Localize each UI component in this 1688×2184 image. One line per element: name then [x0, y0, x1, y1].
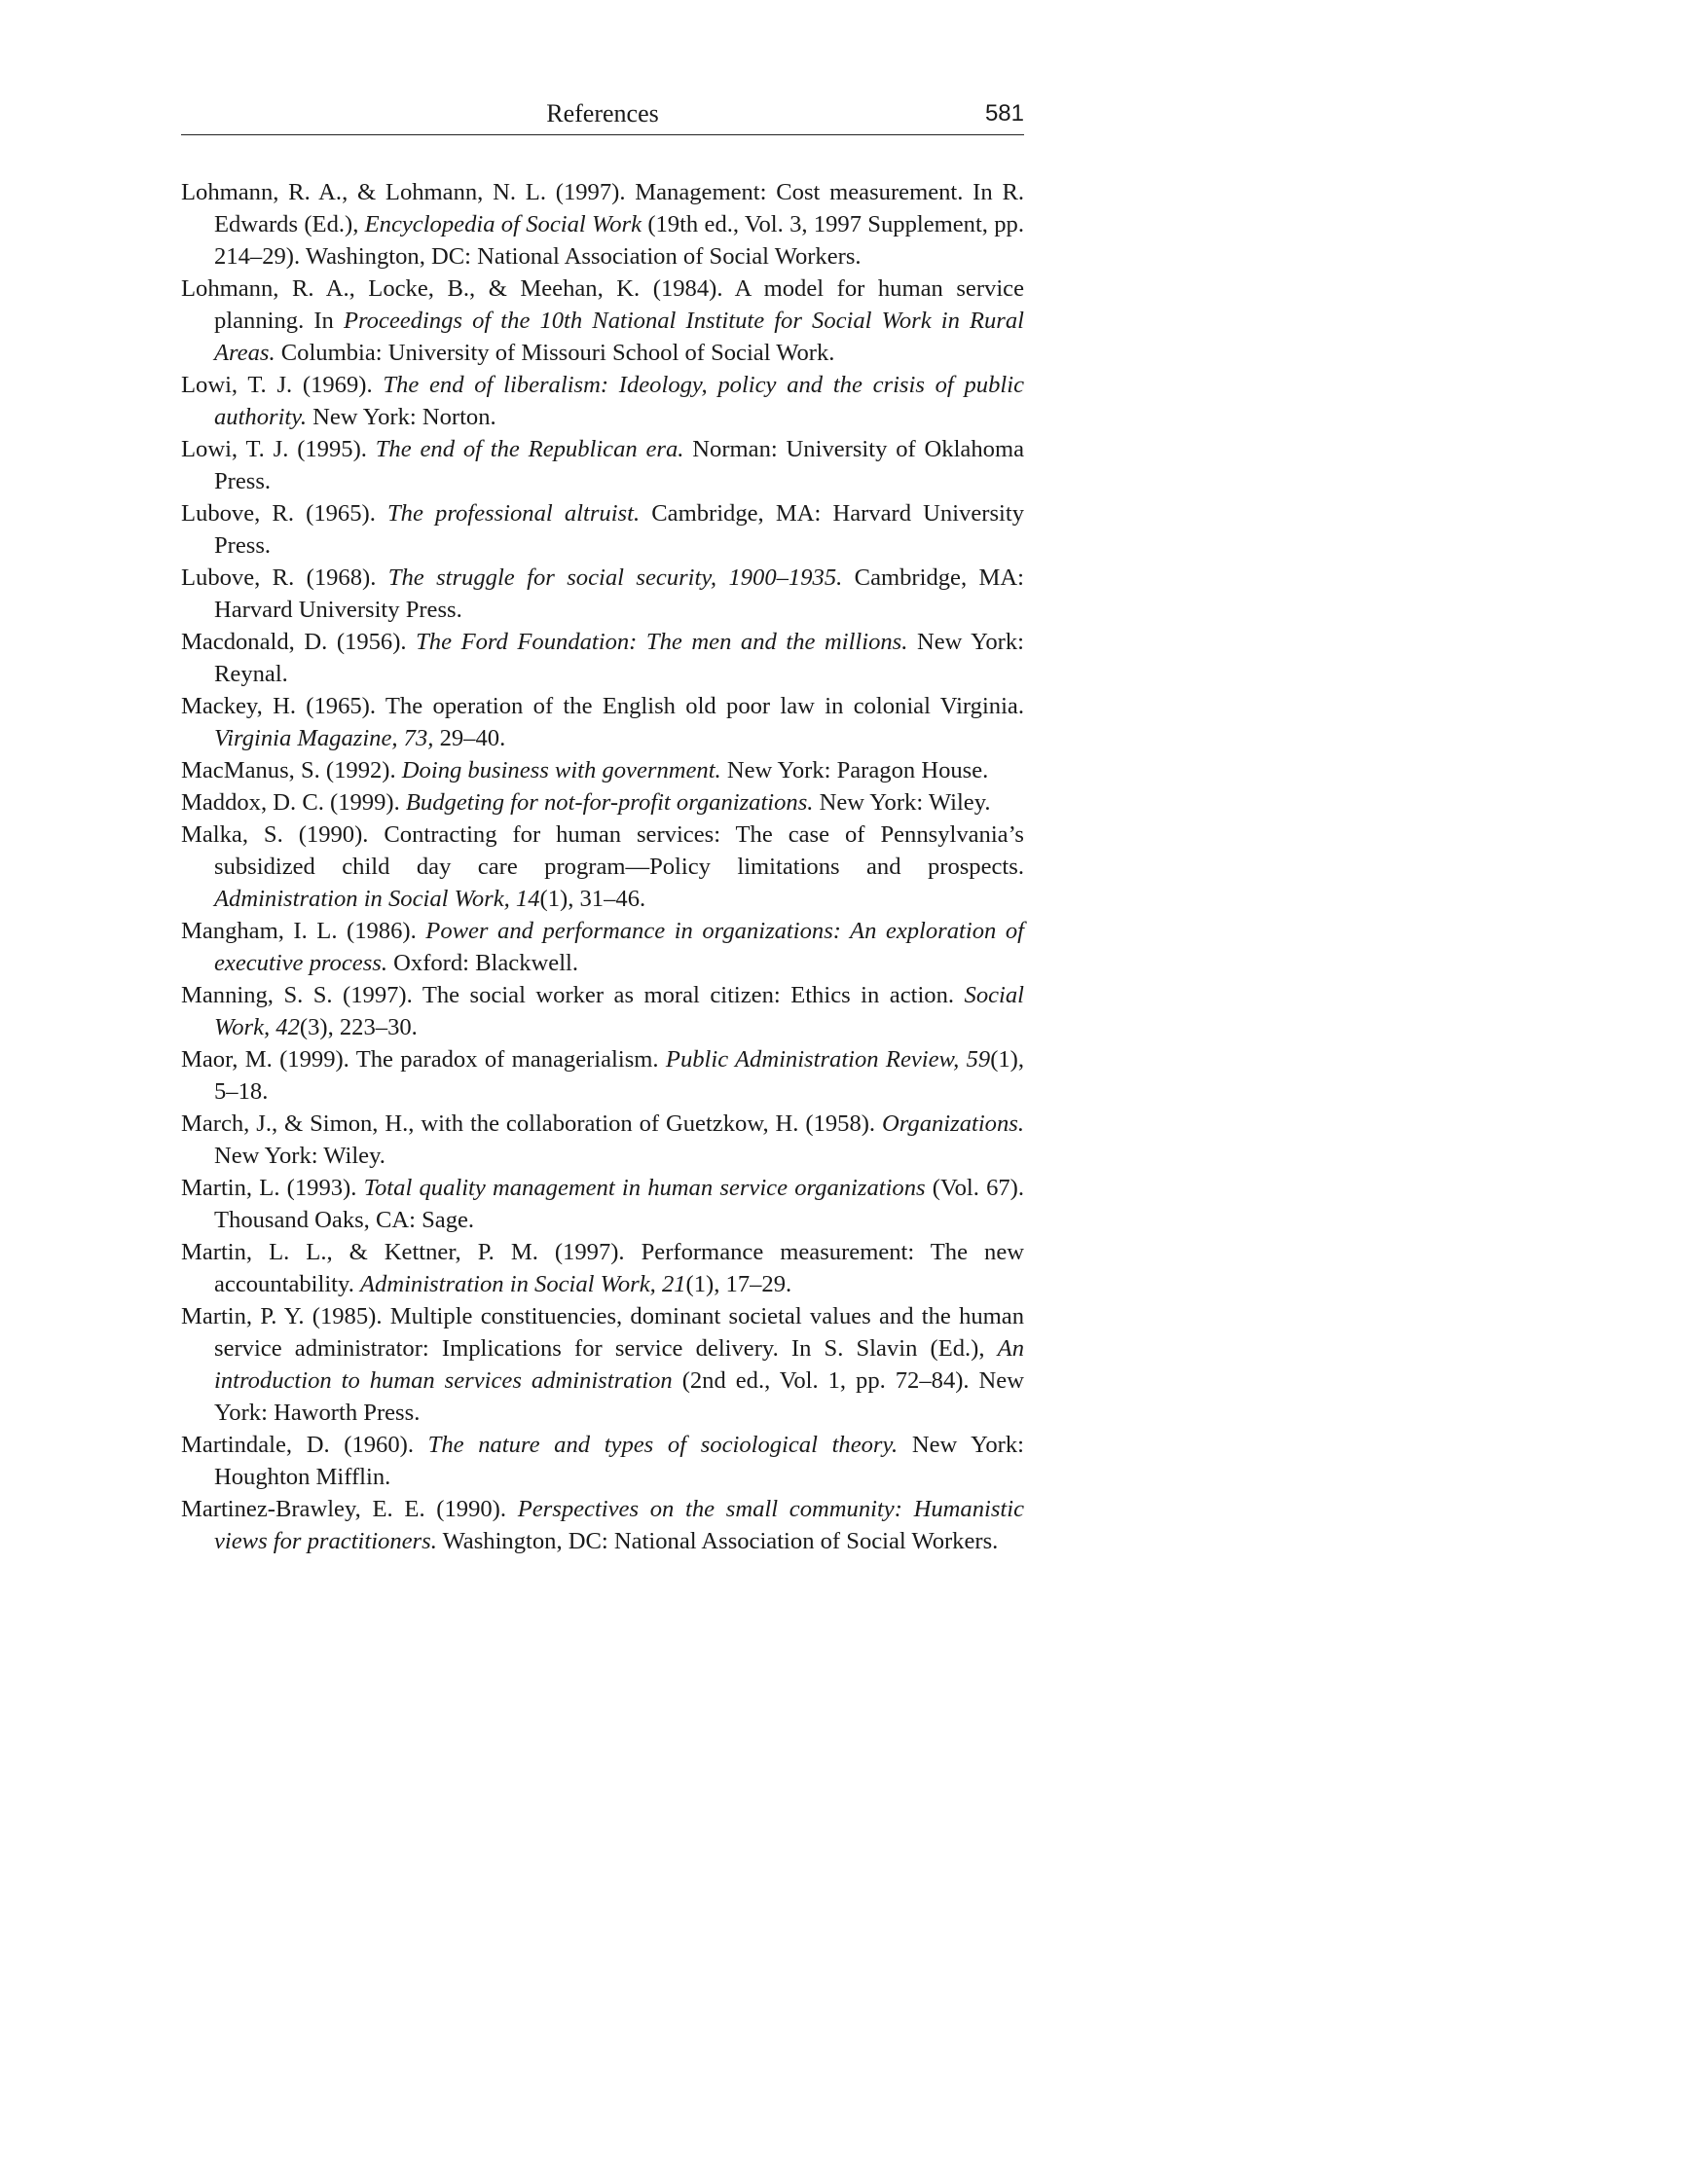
reference-text: (Vol. 67). Thousand Oaks, CA: Sage. — [214, 1175, 1024, 1233]
reference-entry — [181, 819, 1024, 915]
page-number: 581 — [984, 100, 1024, 127]
reference-title: Administration in Social Work, 21 — [360, 1271, 686, 1297]
reference-text: Cambridge, MA: Harvard University Press. — [214, 564, 1024, 623]
reference-entry — [181, 786, 1024, 819]
reference-text: Columbia: University of Missouri School of Social Work. — [275, 340, 835, 366]
reference-text: New York: Wiley. — [813, 789, 991, 816]
reference-text: (19th ed., Vol. 3, 1997 Supplement, pp. 214–29). Washington, DC: National Association of Social Workers. — [214, 211, 1024, 270]
reference-title: Power and performance in organizations: An exploration of executive process. — [214, 918, 1024, 976]
reference-text: New York: Norton. — [306, 404, 496, 430]
reference-text: Cambridge, MA: Harvard University Press. — [214, 500, 1024, 559]
reference-title: Budgeting for not-for-profit organizations. — [405, 789, 814, 816]
reference-text: Malka, S. (1990). Contracting for human services: The case of Pennsylvania’s subsidized child day care program—Policy limitations and prospects. — [181, 821, 1024, 880]
reference-entry — [181, 979, 1024, 1043]
reference-text: Lubove, R. (1968). — [181, 564, 388, 591]
reference-text: New York: Houghton Mifflin. — [214, 1432, 1024, 1490]
reference-title: Organizations. — [882, 1110, 1024, 1137]
reference-text: Lowi, T. J. (1969). — [181, 372, 384, 398]
reference-title: Virginia Magazine, 73, — [214, 725, 434, 751]
reference-title: The professional altruist. — [387, 500, 641, 527]
reference-title: Encyclopedia of Social Work — [364, 211, 642, 237]
reference-title: Total quality management in human service organizations — [363, 1175, 926, 1201]
reference-entry — [181, 690, 1024, 754]
reference-text: Manning, S. S. (1997). The social worker as moral citizen: Ethics in action. — [181, 982, 965, 1008]
reference-entry — [181, 1300, 1024, 1429]
reference-entry — [181, 1493, 1024, 1557]
reference-entry — [181, 1172, 1024, 1236]
reference-entry — [181, 1108, 1024, 1172]
reference-text: Lohmann, R. A., & Lohmann, N. L. (1997). Management: Cost measurement. In R. Edwards (Ed.), — [181, 179, 1024, 237]
reference-text: Lubove, R. (1965). — [181, 500, 387, 527]
reference-text: March, J., & Simon, H., with the collaboration of Guetzkow, H. (1958). — [181, 1110, 882, 1137]
reference-text: Norman: University of Oklahoma Press. — [214, 436, 1024, 494]
reference-text: Lohmann, R. A., Locke, B., & Meehan, K. (1984). A model for human service planning. In — [181, 275, 1024, 334]
reference-text: Maddox, D. C. (1999). — [181, 789, 406, 816]
reference-entry — [181, 497, 1024, 562]
reference-text: MacManus, S. (1992). — [181, 757, 402, 783]
reference-entry — [181, 754, 1024, 786]
reference-text: Martin, L. (1993). — [181, 1175, 364, 1201]
section-title: References — [546, 99, 659, 127]
reference-text: (3), 223–30. — [299, 1014, 418, 1040]
reference-title: Administration in Social Work, 14 — [214, 886, 540, 912]
reference-entry — [181, 626, 1024, 690]
reference-text: 29–40. — [433, 725, 506, 751]
reference-title: Social Work, 42 — [214, 982, 1024, 1040]
reference-title: The struggle for social security, 1900–1935. — [387, 564, 843, 591]
reference-entry — [181, 915, 1024, 979]
reference-title: Proceedings of the 10th National Institute for Social Work in Rural Areas. — [214, 308, 1025, 366]
reference-text: Maor, M. (1999). The paradox of managerialism. — [181, 1046, 666, 1073]
reference-text: Mangham, I. L. (1986). — [181, 918, 426, 944]
reference-entry — [181, 273, 1024, 369]
reference-title: Public Administration Review, 59 — [665, 1046, 991, 1073]
reference-entry — [181, 562, 1024, 626]
reference-title: The end of the Republican era. — [375, 436, 684, 462]
reference-entry — [181, 369, 1024, 433]
reference-text: Martin, P. Y. (1985). Multiple constituencies, dominant societal values and the human service administrator: Implications for service delivery. In S. Slavin (Ed.), — [181, 1303, 1024, 1362]
reference-title: The Ford Foundation: The men and the millions. — [416, 629, 908, 655]
reference-text: Lowi, T. J. (1995). — [181, 436, 376, 462]
reference-entry — [181, 1043, 1024, 1108]
reference-list — [181, 176, 1024, 1557]
reference-entry — [181, 1236, 1024, 1300]
reference-text: New York: Wiley. — [214, 1143, 385, 1169]
reference-text: (1), 17–29. — [685, 1271, 792, 1297]
reference-text: (1), 5–18. — [214, 1046, 1025, 1105]
reference-entry — [181, 176, 1024, 273]
reference-text: (2nd ed., Vol. 1, pp. 72–84). New York: Haworth Press. — [214, 1367, 1024, 1426]
reference-text: New York: Paragon House. — [720, 757, 989, 783]
reference-title: An introduction to human services administration — [214, 1335, 1024, 1394]
reference-text: (1), 31–46. — [539, 886, 646, 912]
reference-text: Macdonald, D. (1956). — [181, 629, 417, 655]
running-header — [181, 97, 1024, 135]
reference-text: Martin, L. L., & Kettner, P. M. (1997). Performance measurement: The new accountability. — [181, 1239, 1024, 1297]
reference-text: Martinez-Brawley, E. E. (1990). — [181, 1496, 518, 1522]
reference-title: Doing business with government. — [401, 757, 721, 783]
reference-text: Oxford: Blackwell. — [386, 950, 579, 976]
reference-title: Perspectives on the small community: Humanistic views for practitioners. — [214, 1496, 1024, 1554]
reference-entry — [181, 1429, 1024, 1493]
reference-text: New York: Reynal. — [214, 629, 1024, 687]
reference-title: The nature and types of sociological theory. — [427, 1432, 899, 1458]
reference-text: Mackey, H. (1965). The operation of the English old poor law in colonial Virginia. — [181, 693, 1024, 719]
reference-text: Washington, DC: National Association of Social Workers. — [436, 1528, 999, 1554]
reference-text: Martindale, D. (1960). — [181, 1432, 428, 1458]
reference-title: The end of liberalism: Ideology, policy and the crisis of public authority. — [214, 372, 1024, 430]
reference-entry — [181, 433, 1024, 497]
